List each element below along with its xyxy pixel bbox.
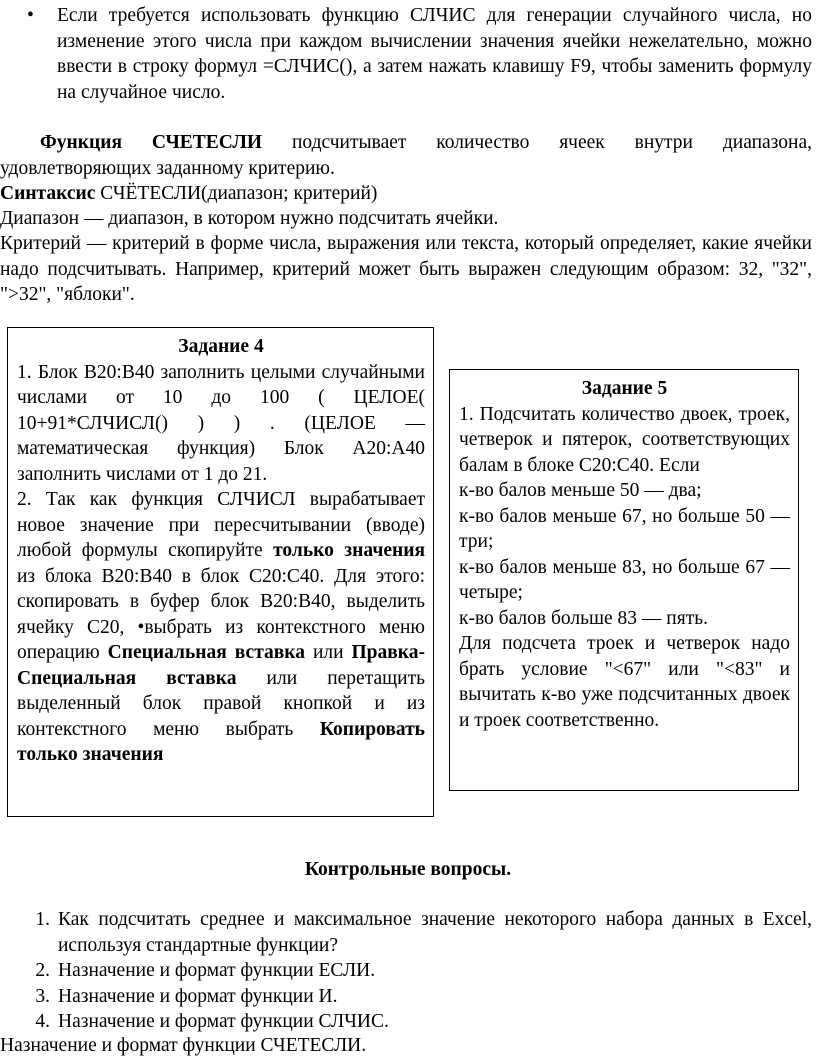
task5-line3: к-во балов меньше 67, но больше 50 — три;: [459, 505, 790, 552]
task4-bold-special-paste: Специальная вставка: [107, 642, 305, 663]
task4-item1: 1. Блок В20:В40 заполнить целыми случайными числами от 10 до 100 ( ЦЕЛОЕ( 10+91*СЛЧИСЛ() ) ) . (ЦЕЛОЕ — математическая функция) Блок А20:А40 заполнить числами от 1 до 21.: [17, 361, 425, 485]
range-description: Диапазон — диапазон, в котором нужно подсчитать ячейки.: [0, 208, 499, 229]
criteria-description: Критерий — критерий в форме числа, выражения или текста, который определяет, какие ячейки надо подсчитывать. Например, критерий может быть выражен следующим образом: 32, "32", ">32", "яблоки".: [0, 233, 812, 305]
questions-title: Контрольные вопросы.: [304, 859, 512, 880]
question-text: Назначение и формат функции ЕСЛИ.: [58, 960, 376, 981]
task5-line4: к-во балов меньше 83, но больше 67 — четыре;: [459, 556, 790, 603]
task4-item2-part2: из блока В20:В40 в блок С20:С40. Для этого: скопировать в буфер блок В20:В40, выделить ячейку С20, •выбрать из контекстного меню операцию: [17, 565, 425, 663]
task5-line2: к-во балов меньше 50 — два;: [459, 480, 702, 501]
question-number: 2.: [35, 960, 50, 981]
question-item: [20, 984, 812, 1010]
syntax-label: Синтаксис: [0, 183, 96, 204]
bullet-symbol: •: [27, 5, 34, 26]
task4-bold-only-values: только значения: [273, 540, 425, 561]
bullet-paragraph: [27, 3, 812, 105]
task5-line5: к-во балов больше 83 — пять.: [459, 607, 709, 629]
question-text: Как подсчитать среднее и максимальное значение некоторого набора данных в Excel, используя стандартные функции?: [58, 909, 812, 956]
countif-intro-text: подсчитывает количество ячеек внутри диапазона, удовлетворяющих заданному критерию.: [0, 132, 812, 179]
task4-item2: [17, 487, 425, 768]
task4-item2-part1: 2. Так как функция СЛЧИСЛ вырабатывает новое значение при пересчитывании (вводе) любой формулы скопируйте: [17, 489, 425, 561]
task5-line6: Для подсчета троек и четверок надо брать условие "<67" или "<83" и вычитать к-во уже подсчитанных двоек и троек соответственно.: [459, 633, 790, 731]
questions-list: [20, 907, 812, 1035]
question-number: 3.: [35, 985, 50, 1007]
task4-box: [7, 327, 434, 817]
syntax-text: СЧЁТЕСЛИ(диапазон; критерий): [95, 183, 378, 204]
question-item: [20, 907, 812, 958]
question-last: Назначение и формат функции СЧЕТЕСЛИ.: [0, 1035, 367, 1056]
countif-title: Функция СЧЕТЕСЛИ: [40, 132, 263, 153]
countif-syntax: [0, 181, 812, 207]
bullet-text: Если требуется использовать функцию СЛЧИС для генерации случайного числа, но изменение этого числа при каждом вычислении значения ячейки нежелательно, можно ввести в строку формул =СЛЧИС(), а затем нажать клавишу F9, чтобы заменить формулу на случайное число.: [57, 5, 812, 103]
task4-title: Задание 4: [178, 336, 264, 357]
question-number: 1.: [35, 909, 50, 930]
question-text: Назначение и формат функции И.: [58, 985, 338, 1007]
countif-intro: [0, 130, 812, 181]
task4-item2-part3: или: [304, 642, 352, 663]
question-number: 4.: [35, 1011, 50, 1032]
task5-line1: 1. Подсчитать количество двоек, троек, четверок и пятерок, соответствующих балам в блоке С20:С40. Если: [459, 403, 790, 476]
task5-box: [449, 369, 799, 791]
question-item: [20, 958, 812, 984]
task4-item2-part4: или перетащить выделенный блок правой кнопкой и из контекстного меню выбрать: [17, 667, 425, 740]
question-text: Назначение и формат функции СЛЧИС.: [58, 1011, 389, 1032]
question-item: [20, 1009, 812, 1035]
task4-bold-edit-special-paste: Правка-Специальная вставка: [17, 642, 425, 689]
task4-bold-copy-only-values: Копировать только значения: [17, 718, 425, 765]
task5-title: Задание 5: [581, 378, 668, 399]
